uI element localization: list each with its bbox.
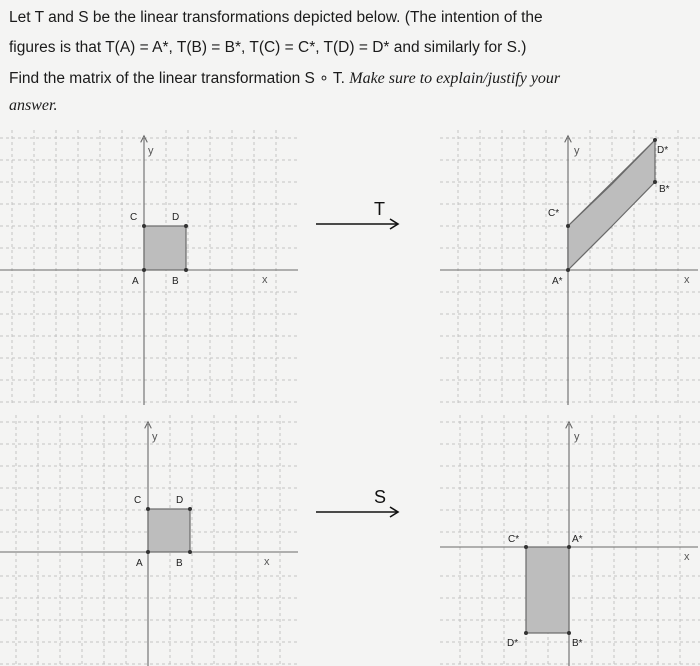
label-D-star: D* — [507, 638, 519, 649]
plot-S-before — [0, 415, 300, 666]
label-C-star: C* — [508, 534, 520, 545]
label-B-star: B* — [659, 184, 670, 195]
x-label: x — [264, 556, 270, 568]
problem-line-3-emphasis: Make sure to explain/justify your — [349, 70, 561, 87]
arrow-T — [316, 199, 398, 229]
label-C: C — [134, 495, 142, 506]
arrow-S — [316, 487, 398, 517]
operator-T-label: T — [374, 199, 385, 219]
rectangle-shape — [526, 547, 569, 633]
x-label: x — [262, 274, 268, 286]
point-D — [188, 507, 192, 511]
problem-line-2: figures is that T(A) = A*, T(B) = B*, T(C) = C*, T(D) = D* and similarly for S.) — [9, 39, 527, 56]
y-label: y — [148, 145, 154, 157]
y-label: y — [152, 431, 158, 443]
point-C — [142, 224, 146, 228]
x-label: x — [684, 274, 690, 286]
label-C: C — [130, 212, 138, 223]
plot-T-before — [0, 130, 300, 405]
problem-line-1: Let T and S be the linear transformations depicted below. (The intention of the — [9, 9, 543, 26]
plot-T-after — [440, 130, 700, 405]
label-D: D — [172, 212, 180, 223]
label-A: A — [132, 276, 139, 287]
problem-line-4: answer. — [9, 97, 58, 114]
point-C — [146, 507, 150, 511]
label-D-star: D* — [657, 145, 669, 156]
label-A-star: A* — [572, 534, 583, 545]
point-B-star — [653, 180, 657, 184]
plot-S-after — [440, 415, 700, 666]
point-A-star — [567, 545, 571, 549]
grid-S-after — [440, 415, 700, 666]
y-label: y — [574, 145, 580, 157]
label-B-star: B* — [572, 638, 583, 649]
point-B — [184, 268, 188, 272]
label-C-star: C* — [548, 208, 560, 219]
point-B — [188, 550, 192, 554]
point-C-star — [566, 224, 570, 228]
y-label: y — [574, 431, 580, 443]
label-A: A — [136, 558, 143, 569]
label-A-star: A* — [552, 276, 563, 287]
problem-line-3-text: Find the matrix of the linear transformation S ∘ T. — [9, 70, 350, 87]
x-label: x — [684, 551, 690, 563]
square-shape — [144, 226, 186, 270]
square-shape — [148, 509, 190, 552]
point-A — [146, 550, 150, 554]
point-D-star — [524, 631, 528, 635]
point-D-star — [653, 138, 657, 142]
label-D: D — [176, 495, 184, 506]
operator-S-label: S — [374, 487, 387, 507]
point-A — [142, 268, 146, 272]
point-C-star — [524, 545, 528, 549]
label-B: B — [176, 558, 183, 569]
label-B: B — [172, 276, 179, 287]
point-D — [184, 224, 188, 228]
point-B-star — [567, 631, 571, 635]
point-A-star — [566, 268, 570, 272]
